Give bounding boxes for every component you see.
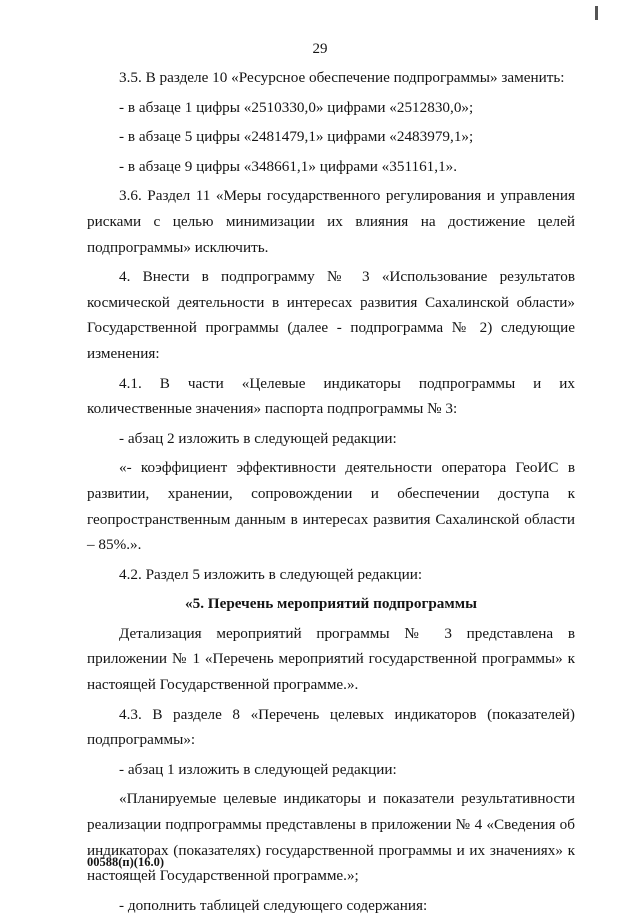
paragraph-4-1-item: - абзац 2 изложить в следующей редакции:: [119, 429, 397, 447]
paragraph-3-5-item-1: - в абзаце 1 цифры «2510330,0» цифрами «2512830,0»;: [119, 98, 474, 116]
paragraph-4-2: 4.2. Раздел 5 изложить в следующей редакции:: [119, 565, 423, 583]
paragraph-3-5: 3.5. В разделе 10 «Ресурсное обеспечение подпрограммы» заменить:: [119, 69, 565, 86]
document-code: 00588(п)(16.0): [87, 855, 164, 869]
paragraph-4-1-quote: «- коэффициент эффективности деятельности оператора ГеоИС в развитии, хранении, сопровождении и обеспечении доступа к геопространственным данным в интересах развития Сахалинской области – 85%.».: [87, 459, 575, 554]
paragraph-3-5-item-2: - в абзаце 5 цифры «2481479,1» цифрами «2483979,1»;: [119, 128, 474, 146]
paragraph-4-1: 4.1. В части «Целевые индикаторы подпрограммы и их количественные значения» паспорта подпрограммы № 3:: [87, 374, 575, 418]
paragraph-section-5: Детализация мероприятий программы № 3 представлена в приложении № 1 «Перечень мероприятий государственной программы» к настоящей Государственной программе.».: [87, 624, 575, 694]
paragraph-4-3-table: - дополнить таблицей следующего содержания:: [119, 896, 428, 914]
paragraph-4: 4. Внести в подпрограмму № 3 «Использование результатов космической деятельности в интересах развития Сахалинской области» Государственной программы (далее - подпрограмма № 2) следующие изменения:: [87, 268, 575, 362]
paragraph-3-5-item-3: - в абзаце 9 цифры «348661,1» цифрами «351161,1».: [119, 157, 458, 175]
document-body: [87, 65, 575, 918]
paragraph-3-6: 3.6. Раздел 11 «Меры государственного регулирования и управления рисками с целью минимизации их влияния на достижение целей подпрограммы» исключить.: [87, 187, 575, 256]
page-number: 29: [312, 41, 328, 57]
scan-mark: [595, 6, 598, 20]
section-5-heading: «5. Перечень мероприятий подпрограммы: [185, 595, 477, 613]
paragraph-4-3-quote: «Планируемые целевые индикаторы и показатели результативности реализации подпрограммы представлены в приложении № 4 «Сведения об индикаторах (показателях) государственной программы и их значениях» к настоящей Государственной программе.»;: [87, 790, 575, 885]
paragraph-4-3-item: - абзац 1 изложить в следующей редакции:: [119, 760, 397, 778]
paragraph-4-3: 4.3. В разделе 8 «Перечень целевых индикаторов (показателей) подпрограммы»:: [87, 705, 575, 749]
